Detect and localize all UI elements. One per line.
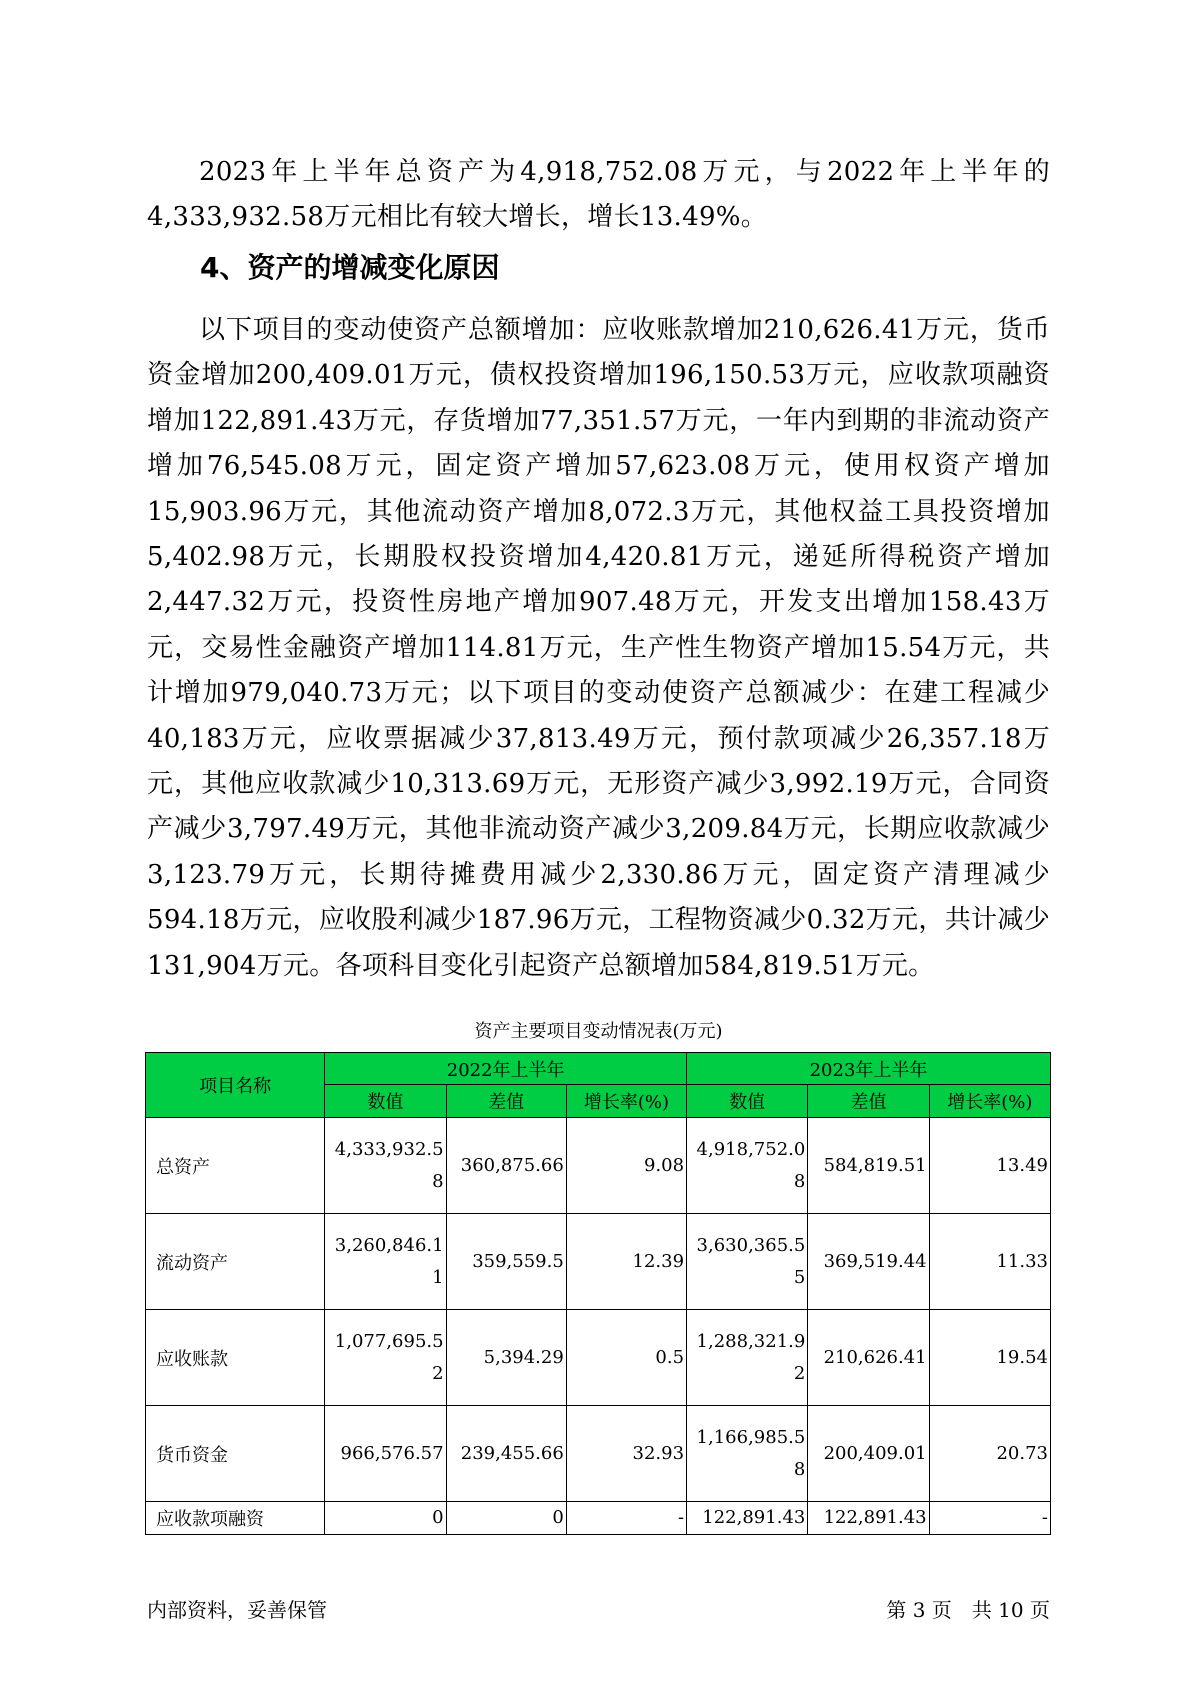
value-2023: 3,630,365.55: [687, 1214, 808, 1310]
row-name: 总资产: [146, 1118, 325, 1214]
growth-2023: 19.54: [929, 1310, 1050, 1406]
row-name: 货币资金: [146, 1406, 325, 1502]
diff-2023: 200,409.01: [808, 1406, 929, 1502]
growth-2022: 0.5: [566, 1310, 686, 1406]
section-heading: 4、资产的增减变化原因: [200, 251, 500, 284]
table-row: [146, 1214, 1051, 1310]
table-row: [146, 1118, 1051, 1214]
diff-2023: 584,819.51: [808, 1118, 929, 1214]
header-item-name: 项目名称: [146, 1053, 325, 1118]
header-growth-2023: 增长率(%): [929, 1085, 1050, 1118]
header-diff-2022: 差值: [446, 1085, 566, 1118]
diff-2023: 210,626.41: [808, 1310, 929, 1406]
diff-2023: 122,891.43: [808, 1502, 929, 1535]
growth-2022: 32.93: [566, 1406, 686, 1502]
diff-2022: 239,455.66: [446, 1406, 566, 1502]
diff-2022: 5,394.29: [446, 1310, 566, 1406]
growth-2023: 13.49: [929, 1118, 1050, 1214]
growth-2022: -: [566, 1502, 686, 1535]
table-row: [146, 1502, 1051, 1535]
change-reasons-paragraph: 以下项目的变动使资产总额增加：应收账款增加210,626.41万元，货币资金增加200,409.01万元，债权投资增加196,150.53万元，应收款项融资增加122,891.43万元，存货增加77,351.57万元，一年内到期的非流动资产增加76,545.08万元，固定资产增加57,623.08万元，使用权资产增加15,903.96万元，其他流动资产增加8,072.3万元，其他权益工具投资增加5,402.98万元，长期股权投资增加4,420.81万元，递延所得税资产增加2,447.32万元，投资性房地产增加907.48万元，开发支出增加158.43万元，交易性金融资产增加114.81万元，生产性生物资产增加15.54万元，共计增加979,040.73万元；以下项目的变动使资产总额减少：在建工程减少40,183万元，应收票据减少37,813.49万元，预付款项减少26,357.18万元，其他应收款减少10,313.69万元，无形资产减少3,992.19万元，合同资产减少3,797.49万元，其他非流动资产减少3,209.84万元，长期应收款减少3,123.79万元，长期待摊费用减少2,330.86万元，固定资产清理减少594.18万元，应收股利减少187.96万元，工程物资减少0.32万元，共计减少131,904万元。各项科目变化引起资产总额增加584,819.51万元。: [147, 315, 1050, 981]
growth-2022: 12.39: [566, 1214, 686, 1310]
growth-2023: 20.73: [929, 1406, 1050, 1502]
diff-2022: 360,875.66: [446, 1118, 566, 1214]
header-diff-2023: 差值: [808, 1085, 929, 1118]
footer-page-number: 第 3 页 共 10 页: [886, 1598, 1050, 1622]
value-2023: 4,918,752.08: [687, 1118, 808, 1214]
value-2023: 1,288,321.92: [687, 1310, 808, 1406]
header-period-2023: 2023年上半年: [687, 1053, 1051, 1085]
diff-2023: 369,519.44: [808, 1214, 929, 1310]
header-growth-2022: 增长率(%): [566, 1085, 686, 1118]
table-row: [146, 1406, 1051, 1502]
summary-paragraph: 2023年上半年总资产为4,918,752.08万元，与2022年上半年的4,333,932.58万元相比有较大增长，增长13.49%。: [147, 157, 1050, 233]
row-name: 应收账款: [146, 1310, 325, 1406]
growth-2023: 11.33: [929, 1214, 1050, 1310]
value-2022: 1,077,695.52: [325, 1310, 446, 1406]
asset-change-table: [145, 1052, 1051, 1535]
diff-2022: 0: [446, 1502, 566, 1535]
value-2022: 3,260,846.11: [325, 1214, 446, 1310]
header-value-2022: 数值: [325, 1085, 446, 1118]
header-period-2022: 2022年上半年: [325, 1053, 687, 1085]
table-row: [146, 1310, 1051, 1406]
diff-2022: 359,559.5: [446, 1214, 566, 1310]
value-2022: 966,576.57: [325, 1406, 446, 1502]
value-2023: 1,166,985.58: [687, 1406, 808, 1502]
header-value-2023: 数值: [687, 1085, 808, 1118]
growth-2022: 9.08: [566, 1118, 686, 1214]
row-name: 流动资产: [146, 1214, 325, 1310]
growth-2023: -: [929, 1502, 1050, 1535]
footer-confidential-note: 内部资料，妥善保管: [147, 1598, 327, 1622]
value-2023: 122,891.43: [687, 1502, 808, 1535]
value-2022: 4,333,932.58: [325, 1118, 446, 1214]
value-2022: 0: [325, 1502, 446, 1535]
row-name: 应收款项融资: [146, 1502, 325, 1535]
table-caption: 资产主要项目变动情况表(万元): [474, 1021, 723, 1042]
